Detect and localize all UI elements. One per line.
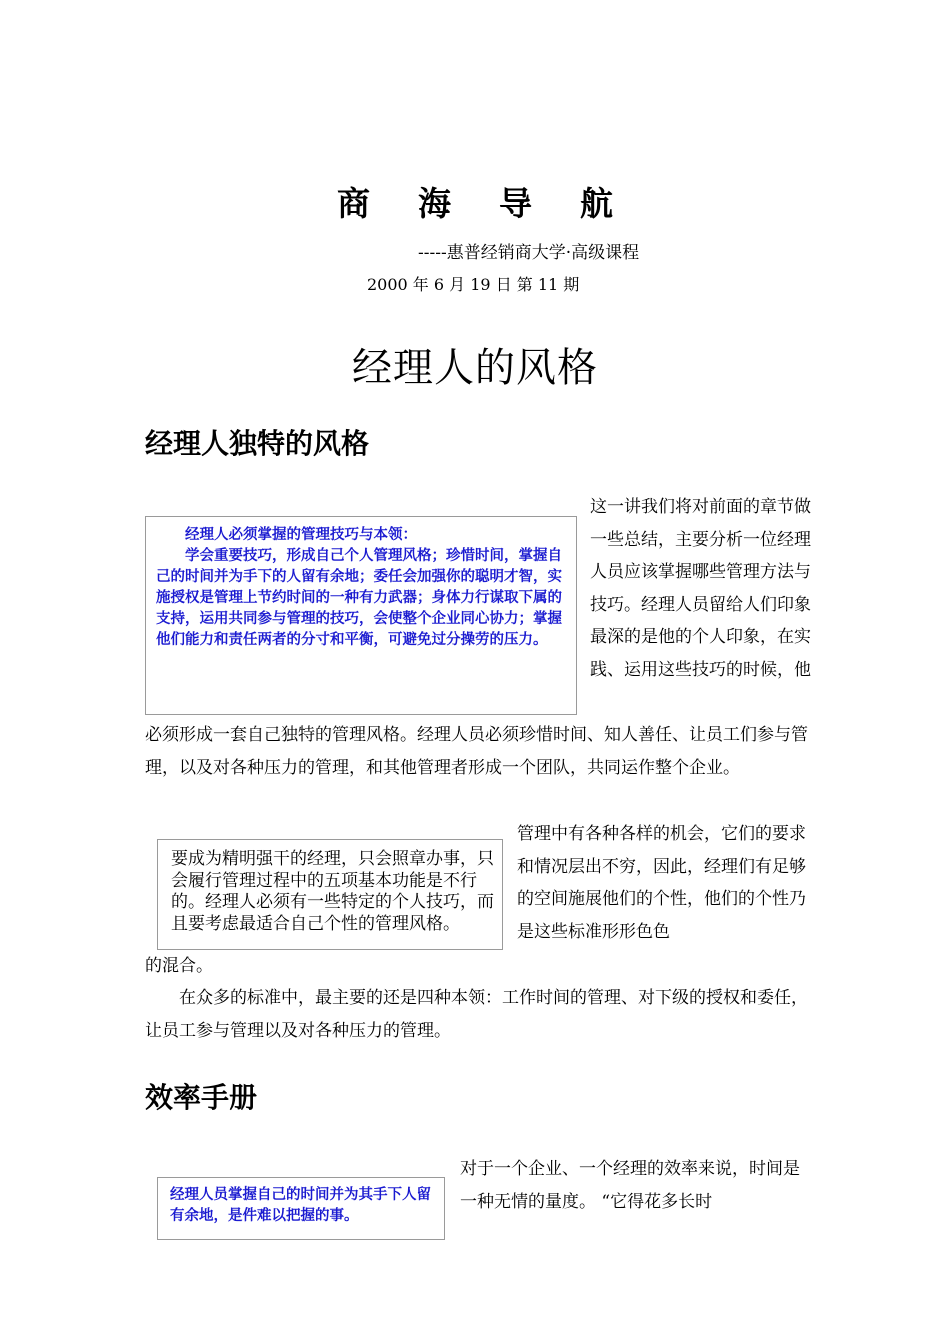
- paragraph-text: 的混合。: [145, 956, 213, 976]
- paragraph-continuation-2: [145, 950, 815, 983]
- paragraph-continuation: [145, 719, 815, 784]
- side-paragraph-efficiency: [460, 1153, 812, 1218]
- side-paragraph-opportunities: [517, 818, 813, 948]
- issue-date: 2000 年 6 月 19 日 第 11 期: [367, 275, 580, 294]
- side-text: 管理中有各种各样的机会，它们的要求和情况层出不穷，因此，经理们有足够的空间施展他们的个性，他们的个性乃是这些标准形形色色: [517, 824, 806, 942]
- callout-box-time: [157, 1177, 445, 1240]
- section-heading-style: 经理人独特的风格: [145, 427, 370, 460]
- paragraph-text: 必须形成一套自己独特的管理风格。经理人员必须珍惜时间、知人善任、让员工们参与管理，以及对各种压力的管理，和其他管理者形成一个团队，共同运作整个企业。: [145, 725, 808, 778]
- callout-text: 要成为精明强干的经理，只会照章办事，只会履行管理过程中的五项基本功能是不行的。经理人必须有一些特定的个人技巧，而且要考虑最适合自己个性的管理风格。: [171, 849, 494, 934]
- side-text: 这一讲我们将对前面的章节做一些总结，主要分析一位经理人员应该掌握哪些管理方法与技巧。经理人员留给人们印象最深的是他的个人印象，在实践、运用这些技巧的时候，他: [590, 497, 811, 680]
- page-title: 经理人的风格: [352, 345, 598, 391]
- callout-box-manager: [157, 839, 503, 950]
- callout-box-skills: [145, 516, 577, 715]
- callout-text: 经理人员掌握自己的时间并为其手下人留有余地，是件难以把握的事。: [170, 1187, 431, 1224]
- side-paragraph-intro: [590, 491, 818, 686]
- masthead: 商海导航: [337, 184, 661, 223]
- paragraph-text: 在众多的标准中，最主要的还是四种本领：工作时间的管理、对下级的授权和委任，让员工参与管理以及对各种压力的管理。: [145, 988, 808, 1041]
- callout-body: 学会重要技巧，形成自己个人管理风格；珍惜时间，掌握自己的时间并为手下的人留有余地；委任会加强你的聪明才智，实施授权是管理上节约时间的一种有力武器；身体力行谋取下属的支持，运用共同参与管理的技巧，会使整个企业同心协力；掌握他们能力和责任两者的分寸和平衡，可避免过分操劳的压力。: [156, 548, 562, 648]
- side-text: 对于一个企业、一个经理的效率来说，时间是一种无情的量度。 “它得花多长时: [460, 1159, 800, 1212]
- paragraph-four-skills: [145, 982, 817, 1047]
- callout-title: 经理人必须掌握的管理技巧与本领：: [185, 527, 417, 543]
- section-heading-efficiency: 效率手册: [145, 1081, 258, 1114]
- subtitle: -----惠普经销商大学·高级课程: [418, 243, 640, 263]
